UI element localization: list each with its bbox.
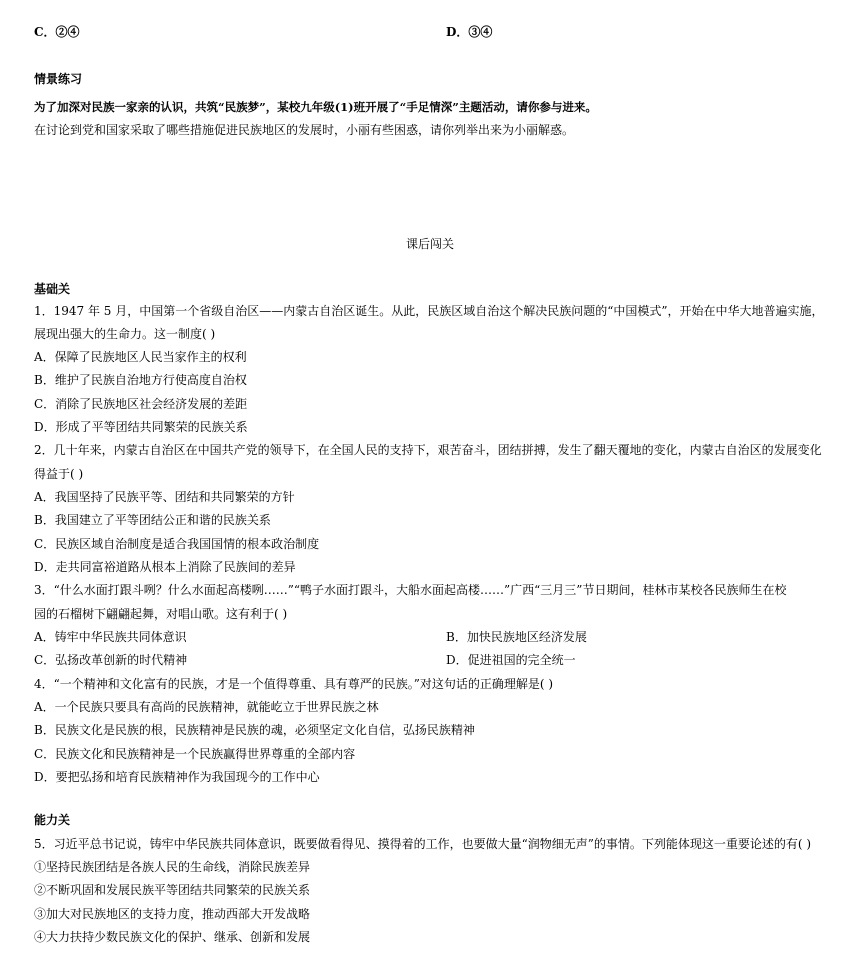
scenario-question: 在讨论到党和国家采取了哪些措施促进民族地区的发展时，小丽有些困惑，请你列举出来为小丽解惑。	[34, 123, 575, 137]
q2-option-d: D．走共同富裕道路从根本上消除了民族间的差异	[34, 560, 296, 574]
q4-stem: 4．“一个精神和文化富有的民族，才是一个值得尊重、具有尊严的民族。”对这句话的正确理解是( )	[34, 677, 554, 691]
q5-stem: 5．习近平总书记说，铸牢中华民族共同体意识，既要做看得见、摸得着的工作，也要做大量“润物细无声”的事情。下列能体现这一重要论述的有( )	[34, 837, 812, 851]
option-c-top: C．②④	[34, 25, 80, 39]
q3-option-a: A．铸牢中华民族共同体意识	[34, 630, 187, 644]
q2-stem-line2: 得益于( )	[34, 467, 84, 481]
ability-heading: 能力关	[34, 813, 71, 827]
q2-option-c: C．民族区域自治制度是适合我国国情的根本政治制度	[34, 537, 320, 551]
q3-stem-line1: 3．“什么水面打跟斗咧？什么水面起高楼咧……”“鸭子水面打跟斗，大船水面起高楼……”广西“三月三”节日期间，桂林市某校各民族师生在校	[34, 583, 787, 597]
q2-stem-line1: 2．几十年来，内蒙古自治区在中国共产党的领导下，在全国人民的支持下，艰苦奋斗，团结拼搏，发生了翻天覆地的变化，内蒙古自治区的发展变化	[34, 443, 822, 457]
section-title: 课后闯关	[405, 237, 454, 251]
q4-option-d: D．要把弘扬和培育民族精神作为我国现今的工作中心	[34, 770, 320, 784]
q3-stem-line2: 园的石榴树下翩翩起舞，对唱山歌。这有利于( )	[34, 607, 288, 621]
q3-option-c: C．弘扬改革创新的时代精神	[34, 653, 188, 667]
basic-heading: 基础关	[34, 282, 71, 296]
q5-item-2: ②不断巩固和发展民族平等团结共同繁荣的民族关系	[34, 883, 311, 897]
q1-option-b: B．维护了民族自治地方行使高度自治权	[34, 373, 247, 387]
scenario-heading: 情景练习	[34, 72, 83, 86]
q2-option-a: A．我国坚持了民族平等、团结和共同繁荣的方针	[34, 490, 295, 504]
q5-item-1: ①坚持民族团结是各族人民的生命线，消除民族差异	[34, 860, 311, 874]
q1-option-a: A．保障了民族地区人民当家作主的权利	[34, 350, 247, 364]
q1-stem-line1: 1．1947 年 5 月，中国第一个省级自治区——内蒙古自治区诞生。从此，民族区域自治这个解决民族问题的“中国模式”，开始在中华大地普遍实施，	[34, 304, 824, 318]
q4-option-b: B．民族文化是民族的根，民族精神是民族的魂，必须坚定文化自信，弘扬民族精神	[34, 723, 475, 737]
q3-option-d: D．促进祖国的完全统一	[446, 653, 576, 667]
q4-option-c: C．民族文化和民族精神是一个民族赢得世界尊重的全部内容	[34, 747, 356, 761]
q5-item-4: ④大力扶持少数民族文化的保护、继承、创新和发展	[34, 930, 311, 944]
q1-stem-line2: 展现出强大的生命力。这一制度( )	[34, 327, 216, 341]
q5-item-3: ③加大对民族地区的支持力度，推动西部大开发战略	[34, 907, 311, 921]
scenario-intro: 为了加深对民族一家亲的认识，共筑“民族梦”，某校九年级(1)班开展了“手足情深”主题活动，请你参与进来。	[34, 100, 597, 114]
q1-option-c: C．消除了民族地区社会经济发展的差距	[34, 397, 248, 411]
q4-option-a: A．一个民族只要具有高尚的民族精神，就能屹立于世界民族之林	[34, 700, 379, 714]
q2-option-b: B．我国建立了平等团结公正和谐的民族关系	[34, 513, 271, 527]
q3-option-b: B．加快民族地区经济发展	[446, 630, 587, 644]
option-d-top: D．③④	[446, 25, 493, 39]
q1-option-d: D．形成了平等团结共同繁荣的民族关系	[34, 420, 248, 434]
